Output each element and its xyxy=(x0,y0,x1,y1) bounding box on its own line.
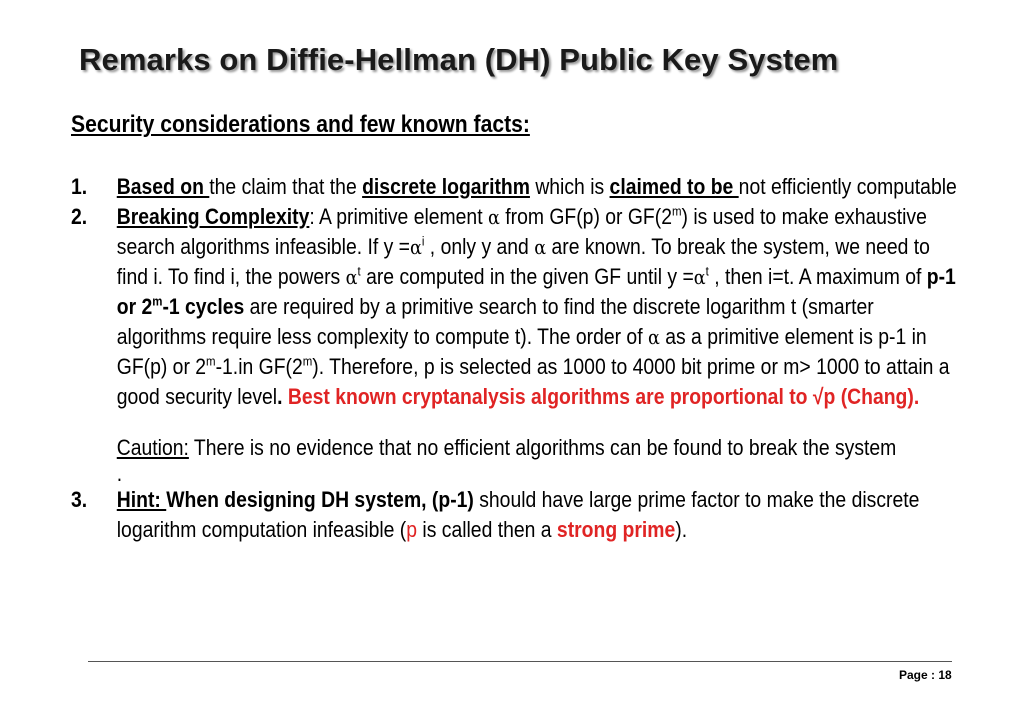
item-text: as a primitive element is p-1 in GF(p) or 2 xyxy=(116,324,927,379)
item-text: ) is used to make exhaustive search algorithms infeasible. If y = xyxy=(116,204,927,259)
list-item-3 xyxy=(71,485,960,545)
superscript: m xyxy=(206,353,216,369)
term-strong-prime: strong prime xyxy=(556,517,676,542)
alpha-symbol: α xyxy=(487,205,500,229)
sqrt-symbol: √ xyxy=(812,384,824,409)
item-text: ). xyxy=(675,517,688,542)
list-item-2 xyxy=(71,202,960,412)
item-text: not efficiently computable xyxy=(738,174,957,199)
item-text: are known. To break the system, we need to find i. To find i, the powers xyxy=(116,234,930,289)
item-text: the claim that the xyxy=(209,174,363,199)
bold-text: When designing DH system, (p-1) xyxy=(166,487,474,512)
item-label: Breaking Complexity xyxy=(116,204,310,229)
footer-divider xyxy=(88,661,952,662)
term-claimed: claimed to be xyxy=(609,174,739,199)
alpha-symbol: α xyxy=(693,265,706,289)
item-number: 2. xyxy=(71,204,88,229)
superscript: m xyxy=(671,203,682,219)
item-text: : A primitive element xyxy=(309,204,488,229)
bold-text: p-1 or 2 xyxy=(116,264,956,319)
alpha-symbol: α xyxy=(647,325,660,349)
superscript: i xyxy=(421,233,425,249)
item-label: Based on xyxy=(116,174,210,199)
superscript: m xyxy=(152,293,163,309)
item-text: should have large prime factor to make the discrete logarithm computation infeasible ( xyxy=(116,487,920,542)
alpha-symbol: α xyxy=(534,235,547,259)
item-text: are computed in the given GF until y = xyxy=(360,264,694,289)
item-text: are required by a primitive search to find the discrete logarithm t (smarter algorithms require less complexity to compute t). The order of xyxy=(116,294,874,349)
superscript: t xyxy=(705,263,709,279)
superscript: m xyxy=(302,353,313,369)
item-label: Hint: xyxy=(116,487,167,512)
caution-text: There is no evidence that no efficient algorithms can be found to break the system xyxy=(188,435,897,460)
caution-note xyxy=(71,433,960,463)
alpha-symbol: α xyxy=(409,235,422,259)
item-text: from GF(p) or GF(2 xyxy=(499,204,672,229)
item-text: ). Therefore, p is selected as 1000 to 4000 bit prime or m> 1000 to attain a good security level xyxy=(116,354,950,409)
item-text: , then i=t. A maximum of xyxy=(708,264,927,289)
item-text: . xyxy=(277,384,283,409)
list-item-1 xyxy=(71,172,960,202)
item-number: 3. xyxy=(71,487,88,512)
term-discrete-logarithm: discrete logarithm xyxy=(362,174,530,199)
superscript: t xyxy=(357,263,361,279)
caution-dot: . xyxy=(116,461,123,486)
item-text: which is xyxy=(529,174,610,199)
item-number: 1. xyxy=(71,174,88,199)
caution-label: Caution: xyxy=(116,435,189,460)
bold-text: -1 cycles xyxy=(162,294,245,319)
item-text: , only y and xyxy=(424,234,535,259)
slide-title: Remarks on Diffie-Hellman (DH) Public Key System xyxy=(79,42,839,77)
red-p: p xyxy=(406,517,418,542)
alpha-symbol: α xyxy=(345,265,358,289)
slide-body xyxy=(71,172,960,545)
item-text: is called then a xyxy=(417,517,557,542)
section-heading: Security considerations and few known facts: xyxy=(71,111,530,138)
red-highlight: p (Chang). xyxy=(823,384,920,409)
page-number: Page : 18 xyxy=(899,668,952,682)
item-text: -1.in GF(2 xyxy=(215,354,303,379)
red-highlight: Best known cryptanalysis algorithms are proportional to xyxy=(282,384,813,409)
